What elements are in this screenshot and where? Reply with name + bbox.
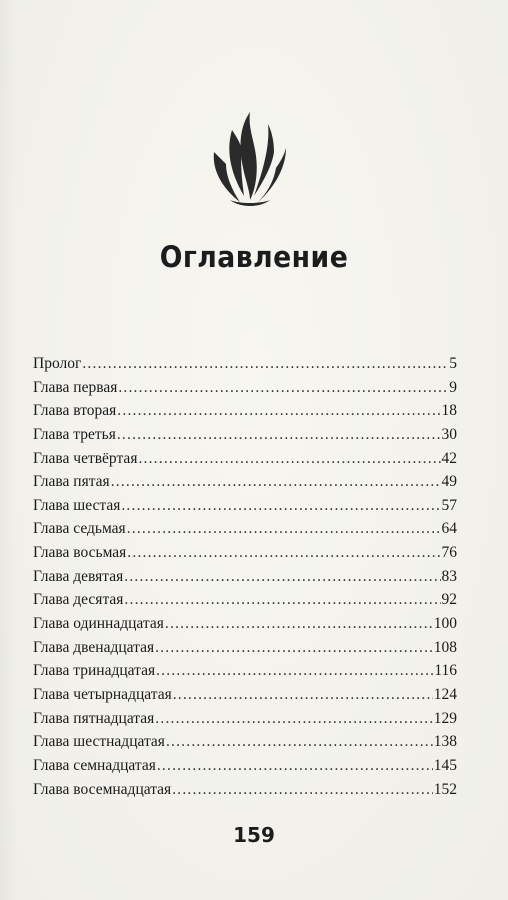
toc-dot-leader	[172, 778, 433, 802]
toc-entry-title: Глава восьмая	[33, 544, 127, 562]
toc-entry	[33, 588, 457, 612]
toc-entry	[33, 778, 457, 802]
toc-entry	[33, 730, 457, 754]
toc-dot-leader	[173, 683, 433, 707]
toc-entry-page: 100	[433, 615, 457, 633]
toc-entry-title: Глава четвёртая	[33, 449, 138, 467]
toc-entry-title: Глава шестнадцатая	[33, 733, 165, 751]
page-number: 159	[233, 823, 275, 847]
toc-entry-title: Глава восемнадцатая	[33, 780, 172, 798]
toc-entry	[33, 565, 457, 589]
toc-entry-title: Глава двенадцатая	[33, 638, 155, 656]
toc-entry-page: 5	[449, 355, 457, 372]
toc-entry-title: Глава первая	[33, 378, 118, 396]
toc-entry	[33, 612, 457, 636]
toc-entry	[33, 683, 457, 707]
toc-heading: Оглавление	[159, 240, 349, 274]
toc-entry-title: Глава десятая	[33, 591, 124, 609]
toc-dot-leader	[124, 588, 440, 612]
toc-dot-leader	[111, 470, 441, 494]
toc-entry-title: Глава пятая	[33, 473, 110, 491]
toc-entry-title: Глава пятнадцатая	[33, 709, 155, 727]
toc-entry	[33, 399, 457, 423]
toc-entry	[33, 541, 457, 565]
toc-entry-page: 42	[441, 449, 457, 467]
toc-entry-title: Глава семнадцатая	[33, 756, 156, 774]
toc-entry	[33, 754, 457, 778]
toc-dot-leader	[117, 423, 441, 447]
toc-dot-leader	[138, 447, 440, 471]
toc-entry-page: 124	[433, 685, 457, 703]
toc-dot-leader	[117, 399, 440, 423]
toc-entry-page: 145	[433, 756, 457, 774]
toc-dot-leader	[156, 659, 433, 683]
toc-entry-page: 116	[434, 662, 457, 680]
toc-entry-title: Глава вторая	[33, 402, 117, 420]
toc-entry	[33, 659, 457, 683]
toc-entry	[33, 352, 457, 376]
toc-entry	[33, 447, 457, 471]
toc-entry-title: Глава седьмая	[33, 520, 126, 538]
toc-entry	[33, 636, 457, 660]
toc-entry-page: 30	[441, 425, 457, 443]
toc-entry-page: 129	[433, 709, 457, 727]
toc-entry-page: 57	[441, 496, 457, 514]
toc-dot-leader	[127, 517, 441, 541]
toc-dot-leader	[165, 612, 433, 636]
toc-dot-leader	[118, 376, 448, 400]
toc-entry	[33, 494, 457, 518]
toc-entry-title: Глава тринадцатая	[33, 662, 156, 680]
toc-dot-leader	[155, 636, 433, 660]
toc-entry	[33, 470, 457, 494]
toc-entry-page: 138	[433, 733, 457, 751]
toc-entry-page: 76	[441, 544, 457, 562]
toc-entry-title: Глава одиннадцатая	[33, 615, 164, 633]
toc-entry	[33, 376, 457, 400]
table-of-contents	[33, 352, 457, 801]
toc-entry-title: Глава третья	[33, 425, 116, 443]
toc-dot-leader	[82, 352, 448, 376]
toc-dot-leader	[127, 541, 440, 565]
toc-entry-title: Глава девятая	[33, 567, 124, 585]
toc-dot-leader	[155, 707, 432, 731]
toc-entry-page: 108	[433, 638, 457, 656]
toc-entry-page: 152	[433, 780, 457, 798]
toc-entry	[33, 707, 457, 731]
toc-entry-title: Глава шестая	[33, 496, 121, 514]
toc-dot-leader	[166, 730, 433, 754]
toc-entry-page: 92	[441, 591, 457, 609]
toc-entry	[33, 423, 457, 447]
toc-entry-title: Пролог	[33, 355, 82, 372]
toc-entry-title: Глава четырнадцатая	[33, 685, 172, 703]
toc-entry	[33, 517, 457, 541]
toc-entry-page: 83	[441, 567, 457, 585]
toc-entry-page: 9	[449, 378, 457, 396]
toc-dot-leader	[124, 565, 440, 589]
toc-dot-leader	[157, 754, 433, 778]
toc-entry-page: 64	[441, 520, 457, 538]
toc-entry-page: 49	[441, 473, 457, 491]
flame-icon	[206, 110, 290, 210]
toc-dot-leader	[121, 494, 440, 518]
toc-entry-page: 18	[441, 402, 457, 420]
